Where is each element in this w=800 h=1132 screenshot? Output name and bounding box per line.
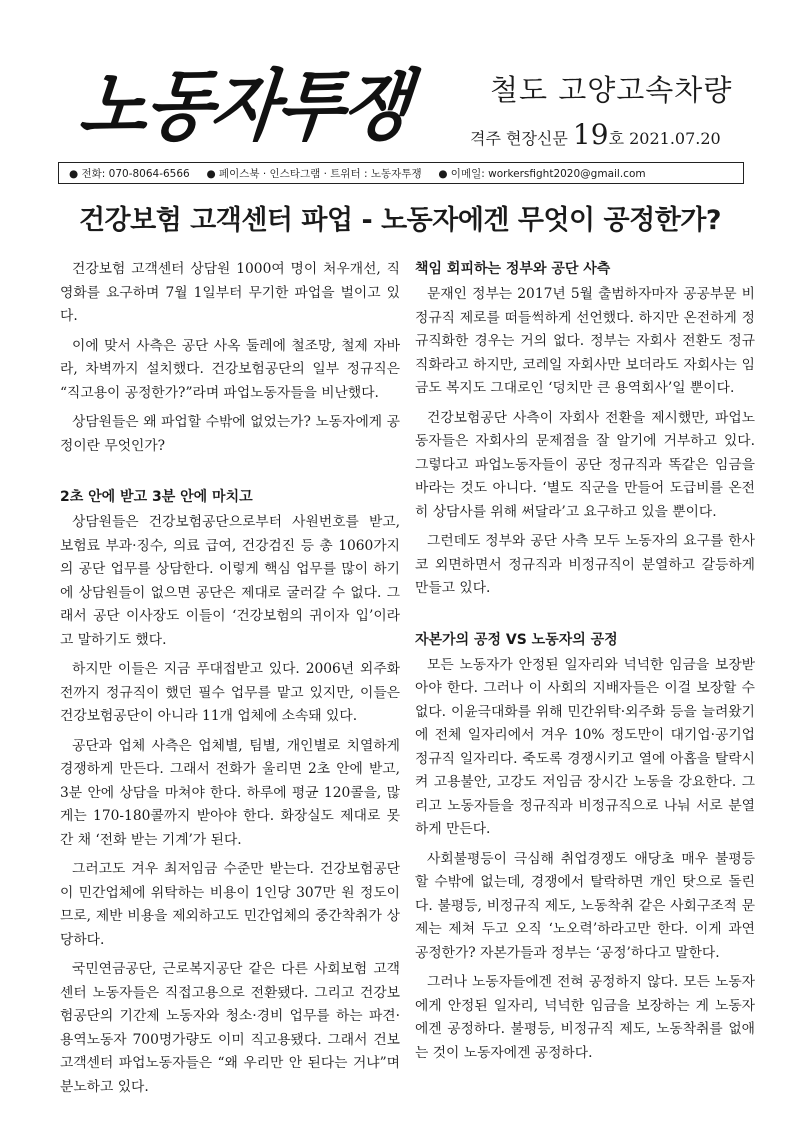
paragraph: 이에 맞서 사측은 공단 사옥 둘레에 철조망, 철제 자바라, 차벽까지 설치했다. 건강보험공단의 일부 정규직은 “직고용이 공정한가?”라며 파업노동자들을 비난했다.: [60, 337, 400, 401]
paragraph: 건강보험 고객센터 상담원 1000여 명이 처우개선, 직영화를 요구하며 7월 1일부터 무기한 파업을 벌이고 있다.: [60, 261, 400, 324]
paragraph: 그러고도 겨우 최저임금 수준만 받는다. 건강보험공단이 민간업체에 위탁하는 비용이 1인당 307만 원 정도이므로, 제반 비용을 제외하고도 민간업체의 중간착취가 상당하다.: [60, 861, 400, 948]
paragraph: 그런데도 정부와 공단 사측 모두 노동자의 요구를 한사코 외면하면서 정규직과 비정규직이 분열하고 갈등하게 만들고 있다.: [415, 533, 755, 596]
section-heading: 자본가의 공정 VS 노동자의 공정: [415, 631, 618, 648]
paragraph: 그러나 노동자들에겐 전혀 공정하지 않다. 모든 노동자에게 안정된 일자리, 넉넉한 임금을 보장하는 게 노동자에겐 공정하다. 불평등, 비정규직 제도, 노동착취를 없애는 것이 노동자에겐 공정하다.: [415, 974, 755, 1061]
section-heading: 2초 안에 받고 3분 안에 마치고: [60, 489, 253, 505]
issue-date: 2021.07.20: [629, 129, 721, 148]
issue-info: [470, 118, 721, 151]
contact-social: ● 페이스북 · 인스타그램 · 트위터 : 노동자투쟁: [206, 168, 422, 180]
paragraph: 상담원들은 왜 파업할 수밖에 없었는가? 노동자에게 공정이란 무엇인가?: [60, 414, 400, 454]
masthead-subtitle: 철도 고양고속차량: [490, 73, 733, 107]
issue-number: 19: [572, 118, 609, 151]
left-column: [60, 258, 400, 1105]
paragraph: 국민연금공단, 근로복지공단 같은 다른 사회보험 고객센터 노동자들은 직접고용으로 전환됐다. 그리고 건강보험공단의 기간제 노동자와 청소·경비 업무를 하는 파견·용역노동자 700명가량도 이미 직고용됐다. 그래서 건보 고객센터 파업노동자들은 “왜 우리만 안 된다는 거냐”며 분노하고 있다.: [60, 961, 400, 1095]
paragraph: 상담원들은 건강보험공단으로부터 사원번호를 받고, 보험료 부과·징수, 의료 급여, 건강검진 등 총 1060가지의 공단 업무를 상담한다. 이렇게 핵심 업무를 많이 하기에 상담원들이 없으면 공단은 제대로 굴러갈 수 없다. 그래서 공단 이사장도 이들이 ‘건강보험의 귀이자 입’이라고 말하기도 했다.: [60, 514, 400, 648]
issue-suffix: 호: [608, 129, 625, 148]
section-heading: 책임 회피하는 정부와 공단 사측: [415, 261, 611, 277]
paragraph: 사회불평등이 극심해 취업경쟁도 애당초 매우 불평등할 수밖에 없는데, 경쟁에서 탈락하면 개인 탓으로 돌린다. 불평등, 비정규직 제도, 노동착취 같은 사회구조적 문제는 제쳐 두고 오직 ‘노오력’하라고만 한다. 이게 과연 공정한가? 자본가들과 정부는 ‘공정’하다고 말한다.: [415, 850, 755, 961]
logo-text: 노동자투쟁: [75, 60, 413, 152]
page-title: 건강보험 고객센터 파업 - 노동자에겐 무엇이 공정한가?: [78, 205, 722, 236]
issue-prefix: 격주 현장신문: [470, 129, 568, 148]
paragraph: 공단과 업체 사측은 업체별, 팀별, 개인별로 치열하게 경쟁하게 만든다. 그래서 전화가 울리면 2초 안에 받고, 3분 안에 상담을 마쳐야 한다. 하루에 평균 120콜을, 많게는 170-180콜까지 받아야 한다. 화장실도 제대로 못 간 채 ‘전화 받는 기계’가 된다.: [60, 737, 400, 848]
contact-phone: ● 전화: 070-8064-6566: [69, 168, 190, 180]
paragraph: 하지만 이들은 지금 푸대접받고 있다. 2006년 외주화 전까지 정규직이 했던 필수 업무를 맡고 있지만, 이들은 건강보험공단이 아니라 11개 업체에 소속돼 있다.: [60, 661, 400, 724]
contact-bar: [58, 162, 744, 184]
paragraph: 문재인 정부는 2017년 5월 출범하자마자 공공부문 비정규직 제로를 떠들썩하게 선언했다. 하지만 온전하게 정규직화한 경우는 거의 없다. 정부는 자회사 전환도 정규직화라고 하지만, 코레일 자회사만 보더라도 자회사는 임금도 복지도 그대로인 ‘덩치만 큰 용역회사’일 뿐이다.: [415, 286, 755, 396]
right-column: [415, 258, 755, 1071]
masthead-logo: [75, 56, 450, 156]
paragraph: 건강보험공단 사측이 자회사 전환을 제시했만, 파업노동자들은 자회사의 문제점을 잘 알기에 거부하고 있다. 그렇다고 파업노동자들이 공단 정규직과 똑같은 임금을 바라는 것도 아니다. ‘별도 직군을 만들어 도급비를 온전히 상담사를 위해 써달라’고 요구하고 있을 뿐이다.: [415, 409, 755, 520]
paragraph: 모든 노동자가 안정된 일자리와 넉넉한 임금을 보장받아야 한다. 그러나 이 사회의 지배자들은 이걸 보장할 수 없다. 이윤극대화를 위해 민간위탁·외주화 등을 늘려왔기에 전체 일자리에서 겨우 10% 정도만이 대기업·공기업 정규직 일자리다. 죽도록 경쟁시키고 열에 아홉을 탈락시켜 고용불안, 고강도 저임금 장시간 노동을 강요한다. 그리고 노동자들을 정규직과 비정규직으로 나눠 서로 분열하게 만든다.: [415, 656, 755, 837]
contact-email: ● 이메일: workersfight2020@gmail.com: [438, 168, 646, 180]
